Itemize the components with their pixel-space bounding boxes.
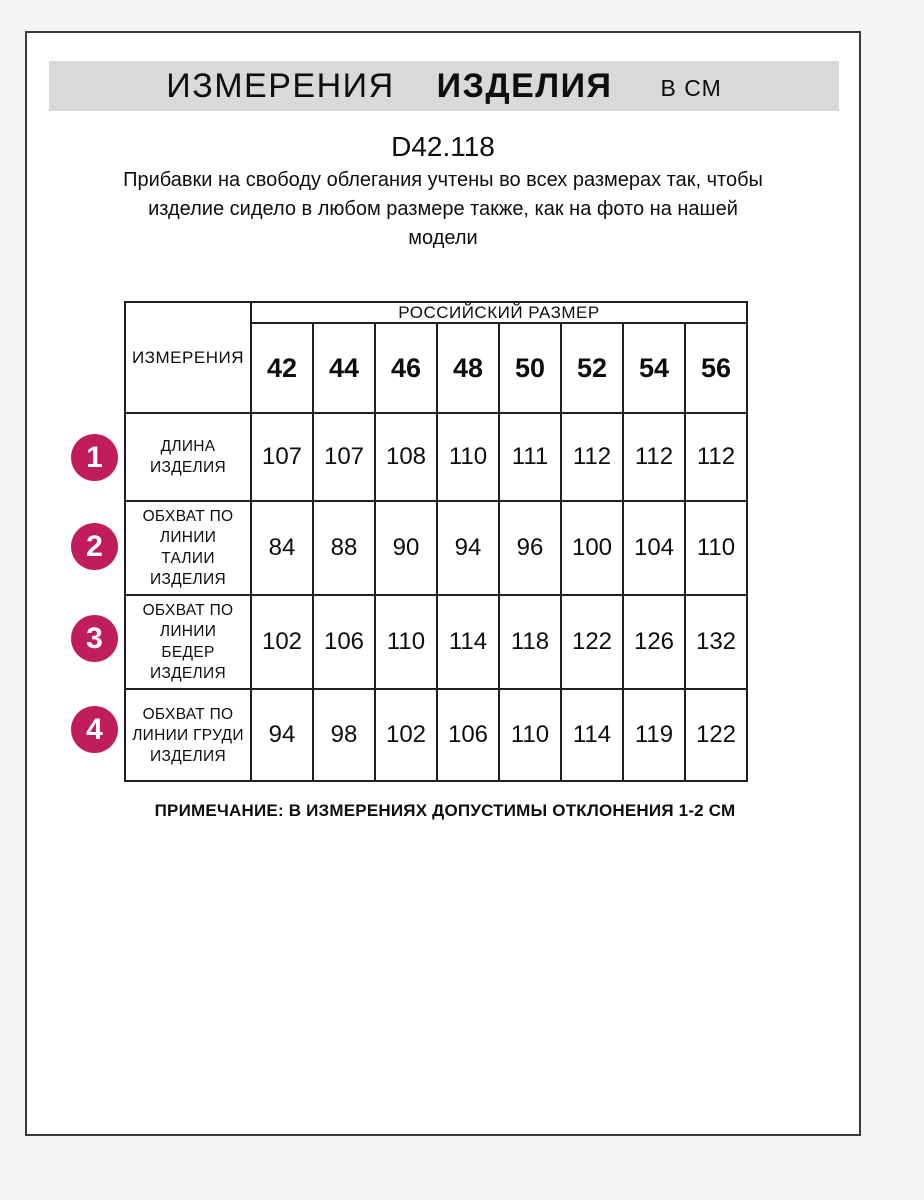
value-cell: 100 (561, 501, 623, 595)
size-group-header-cell: РОССИЙСКИЙ РАЗМЕР (251, 302, 747, 323)
size-header-cell: 52 (561, 323, 623, 413)
value-cell: 102 (251, 595, 313, 689)
value-cell: 106 (313, 595, 375, 689)
row-number-badge-3: 3 (71, 615, 118, 662)
value-cell: 118 (499, 595, 561, 689)
value-cell: 112 (685, 413, 747, 501)
table-row-waist (125, 501, 747, 595)
table-row-length (125, 413, 747, 501)
row-label-cell: ДЛИНА ИЗДЕЛИЯ (125, 413, 251, 501)
table-row-hips (125, 595, 747, 689)
measurements-table (124, 301, 748, 782)
value-cell: 110 (685, 501, 747, 595)
value-cell: 111 (499, 413, 561, 501)
row-label-cell: ОБХВАТ ПО ЛИНИИ БЕДЕР ИЗДЕЛИЯ (125, 595, 251, 689)
value-cell: 102 (375, 689, 437, 781)
fit-description-line: изделие сидело в любом размере также, как на фото на нашей (148, 198, 738, 220)
value-cell: 110 (499, 689, 561, 781)
value-cell: 108 (375, 413, 437, 501)
row-number-badge-1: 1 (71, 434, 118, 481)
value-cell: 98 (313, 689, 375, 781)
title-product: ИЗДЕЛИЯ (436, 66, 613, 105)
value-cell: 122 (685, 689, 747, 781)
value-cell: 114 (437, 595, 499, 689)
table-row-chest (125, 689, 747, 781)
size-header-cell: 46 (375, 323, 437, 413)
row-label-cell: ОБХВАТ ПО ЛИНИИ ГРУДИ ИЗДЕЛИЯ (125, 689, 251, 781)
value-cell: 119 (623, 689, 685, 781)
value-cell: 112 (623, 413, 685, 501)
value-cell: 106 (437, 689, 499, 781)
row-number-badge-2: 2 (71, 523, 118, 570)
value-cell: 94 (251, 689, 313, 781)
title-banner (49, 61, 839, 111)
tolerance-note: ПРИМЕЧАНИЕ: В ИЗМЕРЕНИЯХ ДОПУСТИМЫ ОТКЛОНЕНИЯ 1-2 СМ (154, 801, 736, 820)
value-cell: 126 (623, 595, 685, 689)
table-group-header-row (125, 302, 747, 323)
size-header-cell: 48 (437, 323, 499, 413)
size-header-cell: 44 (313, 323, 375, 413)
title-measurements: ИЗМЕРЕНИЯ (166, 66, 395, 105)
value-cell: 132 (685, 595, 747, 689)
value-cell: 122 (561, 595, 623, 689)
value-cell: 94 (437, 501, 499, 595)
size-header-cell: 50 (499, 323, 561, 413)
value-cell: 88 (313, 501, 375, 595)
row-label-cell: ОБХВАТ ПО ЛИНИИ ТАЛИИ ИЗДЕЛИЯ (125, 501, 251, 595)
size-header-cell: 42 (251, 323, 313, 413)
fit-description-line: Прибавки на свободу облегания учтены во всех размерах так, чтобы (123, 169, 763, 191)
value-cell: 110 (375, 595, 437, 689)
value-cell: 96 (499, 501, 561, 595)
value-cell: 110 (437, 413, 499, 501)
value-cell: 104 (623, 501, 685, 595)
title-units: В СМ (660, 74, 722, 101)
value-cell: 114 (561, 689, 623, 781)
value-cell: 90 (375, 501, 437, 595)
article-code: D42.118 (391, 131, 495, 162)
value-cell: 84 (251, 501, 313, 595)
size-header-cell: 56 (685, 323, 747, 413)
value-cell: 107 (313, 413, 375, 501)
value-cell: 107 (251, 413, 313, 501)
fit-description-line: модели (408, 227, 478, 249)
value-cell: 112 (561, 413, 623, 501)
fit-description (27, 166, 859, 253)
size-chart-page (25, 31, 861, 1136)
size-header-cell: 54 (623, 323, 685, 413)
row-number-badge-4: 4 (71, 706, 118, 753)
corner-header-cell: ИЗМЕРЕНИЯ (125, 302, 251, 413)
